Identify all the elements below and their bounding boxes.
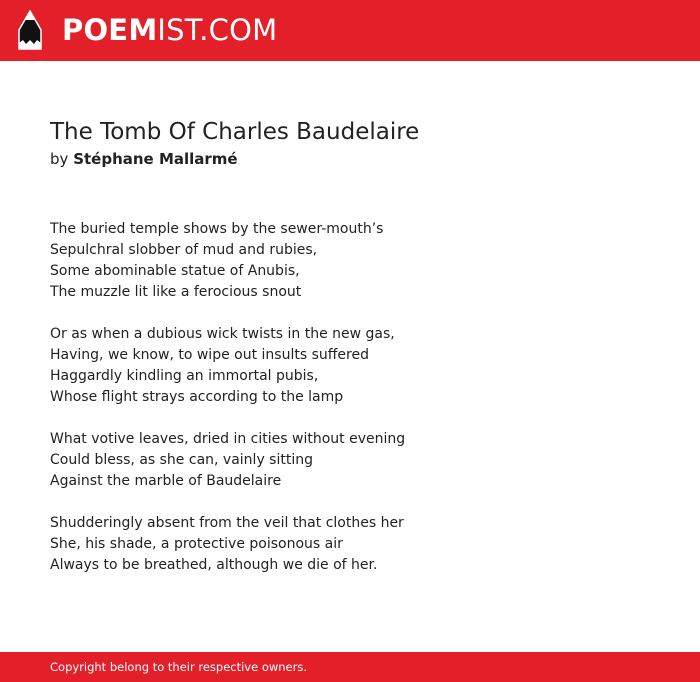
poem-line: Always to be breathed, although we die of her.: [50, 557, 378, 573]
poem-line: Having, we know, to wipe out insults suffered: [50, 347, 369, 363]
poem-line: What votive leaves, dried in cities without evening: [50, 431, 406, 447]
copyright-text: Copyright belong to their respective owners.: [50, 660, 308, 674]
pencil-tip-icon: [18, 10, 42, 50]
poem-line: Haggardly kindling an immortal pubis,: [50, 368, 319, 384]
poem-line: She, his shade, a protective poisonous air: [50, 536, 343, 552]
byline: [50, 150, 238, 169]
poem-line: The buried temple shows by the sewer-mouth’s: [50, 221, 384, 237]
poem-body: [50, 219, 650, 597]
stanza: [50, 513, 650, 576]
poem-line: Some abominable statue of Anubis,: [50, 263, 300, 279]
poem-line: The muzzle lit like a ferocious snout: [50, 284, 302, 300]
site-footer: [0, 652, 700, 682]
poem-line: Whose flight strays according to the lamp: [50, 389, 344, 405]
site-logo-link[interactable]: [62, 13, 277, 47]
poem-line: Sepulchral slobber of mud and rubies,: [50, 242, 318, 258]
poem-line: Or as when a dubious wick twists in the new gas,: [50, 326, 395, 342]
poem-line: Against the marble of Baudelaire: [50, 473, 282, 489]
by-label: by: [50, 150, 69, 168]
poem-title: The Tomb Of Charles Baudelaire: [50, 119, 420, 145]
stanza: [50, 219, 650, 303]
author-name: Stéphane Mallarmé: [73, 150, 238, 168]
stanza: [50, 324, 650, 408]
stanza: [50, 429, 650, 492]
brand-light-text: IST.COM: [157, 13, 278, 47]
poem-line: Shudderingly absent from the veil that clothes her: [50, 515, 404, 531]
site-header: [0, 0, 700, 61]
poem-line: Could bless, as she can, vainly sitting: [50, 452, 313, 468]
brand-bold-text: POEM: [62, 13, 158, 47]
